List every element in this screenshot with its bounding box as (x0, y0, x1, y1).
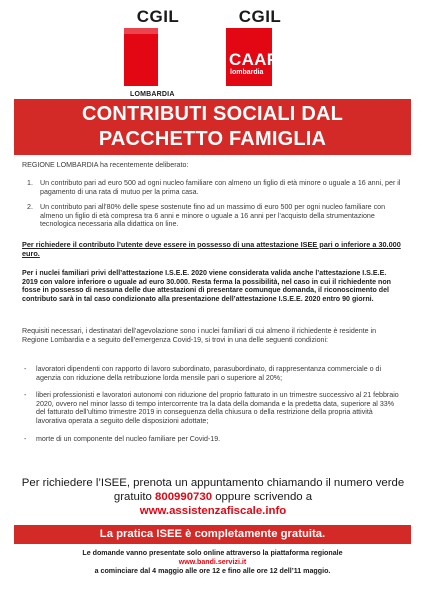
caaf-sub-label: lombardia (230, 69, 264, 76)
cgil-sub-label: LOMBARDIA (130, 91, 175, 98)
page-title-line-1: CONTRIBUTI SOCIALI DAL (81, 103, 344, 125)
list-item-text: Un contributo pari all’80% delle spese sostenute fino ad un massimo di euro 500 per ogni nucleo familiare con almeno un figlio di età compresa tra 6 anni e minore o uguale a 16 anni per l’acquisto della strumentazione tecnologica necessaria alla didattica on line. (40, 203, 386, 229)
list-number: 2. (27, 203, 33, 212)
bullet-icon: - (24, 365, 27, 373)
cta-text-mid: oppure scrivendo a (212, 491, 313, 503)
cta-text: Per richiedere l’ISEE, prenota un appuntamento chiamando il numero verde gratuito (21, 477, 405, 503)
numbered-list (22, 179, 404, 236)
caaf-wordmark: CAAF (229, 50, 278, 69)
isee-requirement: Per richiedere il contributo l’utente deve essere in possesso di una attestazione ISEE pari o inferiore a 30.000 euro. (22, 240, 401, 258)
list-item (22, 203, 404, 229)
conditions-list (22, 365, 404, 452)
bullet-icon: - (24, 434, 27, 443)
list-item (22, 435, 404, 444)
footer-line-1 (14, 549, 411, 558)
footer-dates: a cominciare dal 4 maggio alle ore 12 e fino alle ore 12 dell’11 maggio. (94, 567, 331, 575)
intro-text: REGIONE LOMBARDIA ha recentemente deliberato: (22, 161, 189, 169)
footer-online-text: solo online (186, 549, 225, 557)
list-item (22, 365, 404, 382)
caaf-logo (220, 8, 300, 86)
footer (14, 549, 411, 576)
footer-text: attraverso la piattaforma regionale (224, 549, 343, 557)
cgil-red-block (124, 28, 175, 98)
title-banner (14, 99, 411, 155)
free-service-banner: La pratica ISEE è completamente gratuita. (14, 525, 411, 544)
cgil-lombardia-logo (118, 7, 198, 98)
list-item (22, 179, 404, 196)
list-item (22, 391, 404, 425)
list-item-text: morte di un componente del nucleo familiare per Covid-19. (36, 434, 221, 443)
isee-validity-paragraph: Per i nuclei familiari privi dell’attestazione I.S.E.E. 2020 viene considerata valida anche l’attestazione I.S.E.E. 2019 con valore inferiore o uguale ad euro 30.000. Resta ferma la possibilità, nel caso in cui il richiedente non fosse in possesso di nessuna delle due attestazioni di presentare comunque domanda, il riconoscimento del contributo sarà in tal caso condizionato alla presentazione dell’attestazione I.S.E.E. 2020 entro 90 giorni. (22, 269, 391, 303)
call-to-action (18, 476, 408, 518)
list-item-text: lavoratori dipendenti con rapporto di lavoro subordinato, parasubordinato, di rappresentanza commerciale o di agenzia con riduzione della retribuzione lorda mensile pari o superiore al 20%; (36, 365, 382, 382)
list-number: 1. (27, 179, 33, 187)
logos (118, 7, 318, 98)
list-item-text: liberi professionisti e lavoratori autonomi con riduzione del proprio fatturato in un trimestre successivo al 21 febbraio 2020, ovvero nel minor lasso di tempo intercorrente tra la data della domanda e la predetta data, superiore al 33% del fatturato dell’ultimo trimestre 2019 in conseguenza della chiusura o della restrizione della propria attività lavorativa operata a seguito delle disposizioni adottate; (36, 391, 399, 425)
phone-number-link[interactable]: 800990730 (155, 491, 213, 503)
page-title-line-2: PACCHETTO FAMIGLIA (98, 128, 327, 150)
cgil-wordmark: CGIL (136, 7, 180, 26)
list-item-text: Un contributo pari ad euro 500 ad ogni nucleo familiare con almeno un figlio di età minore o uguale a 16 anni, per il pagamento di una rata di mutuo per la prima casa. (40, 179, 401, 196)
bullet-icon: - (24, 391, 27, 400)
caaf-cgil-wordmark: CGIL (238, 7, 282, 26)
caaf-red-block (226, 28, 278, 86)
requirements-paragraph: Requisiti necessari, i destinatari dell’agevolazione sono i nuclei familiari di cui almeno il richiedente è residente in Regione Lombardia e a seguito dell’emergenza Covid-19, si trovi in una delle seguenti condizioni: (22, 327, 377, 344)
assistenza-website-link[interactable]: www.assistenzafiscale.info (139, 505, 287, 517)
bandi-website-link[interactable]: www.bandi.servizi.it (178, 558, 247, 566)
footer-text: Le domande vanno presentate (82, 549, 187, 557)
